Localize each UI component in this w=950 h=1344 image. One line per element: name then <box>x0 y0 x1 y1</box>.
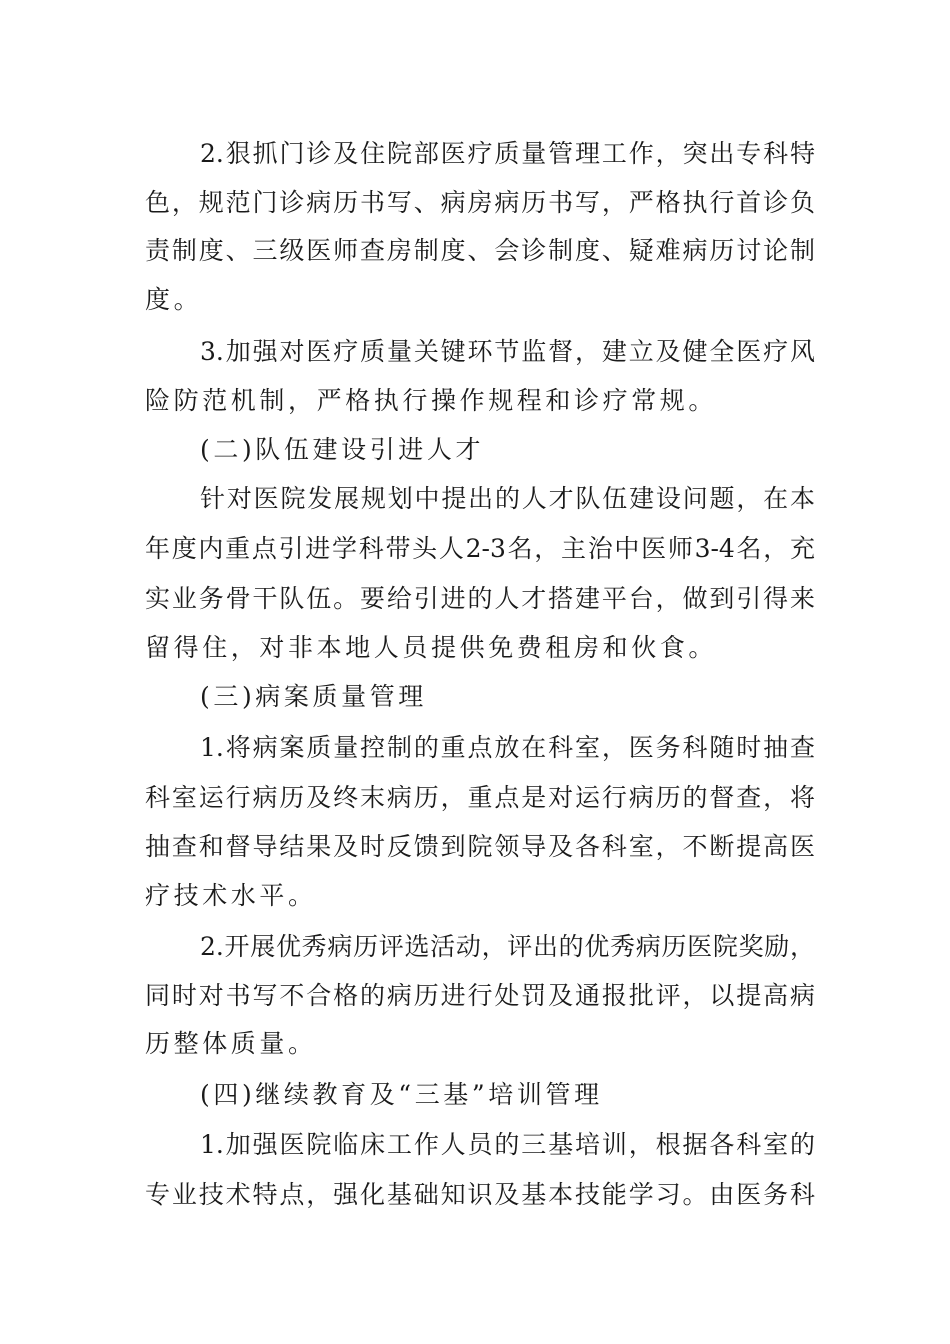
paragraph-line: 专业技术特点，强化基础知识及基本技能学习。由医务科 <box>145 1180 815 1209</box>
paragraph-line: 疗技术水平。 <box>145 881 317 910</box>
paragraph-line: 针对医院发展规划中提出的人才队伍建设问题，在本 <box>200 484 815 513</box>
paragraph-line: 抽查和督导结果及时反馈到院领导及各科室，不断提高医 <box>145 832 815 861</box>
paragraph-line: 年度内重点引进学科带头人2-3名，主治中医师3-4名，充 <box>145 534 815 563</box>
section-heading: (三)病案质量管理 <box>200 682 427 711</box>
paragraph-line: 险防范机制，严格执行操作规程和诊疗常规。 <box>145 386 718 415</box>
paragraph-line: 科室运行病历及终末病历，重点是对运行病历的督查，将 <box>145 783 815 812</box>
section-heading: (二)队伍建设引进人才 <box>200 435 485 464</box>
paragraph-line: 2.开展优秀病历评选活动，评出的优秀病历医院奖励， <box>200 932 815 961</box>
paragraph-line: 1.加强医院临床工作人员的三基培训，根据各科室的 <box>200 1130 815 1159</box>
paragraph-line: 3.加强对医疗质量关键环节监督，建立及健全医疗风 <box>200 337 815 366</box>
paragraph-line: 实业务骨干队伍。要给引进的人才搭建平台，做到引得来 <box>145 584 815 613</box>
paragraph-line: 同时对书写不合格的病历进行处罚及通报批评，以提高病 <box>145 981 815 1010</box>
paragraph-line: 2.狠抓门诊及住院部医疗质量管理工作，突出专科特 <box>200 139 815 168</box>
paragraph-line: 留得住，对非本地人员提供免费租房和伙食。 <box>145 633 718 662</box>
paragraph-line: 度。 <box>145 285 203 314</box>
paragraph-line: 责制度、三级医师查房制度、会诊制度、疑难病历讨论制 <box>145 236 815 265</box>
paragraph-line: 1.将病案质量控制的重点放在科室，医务科随时抽查 <box>200 733 815 762</box>
paragraph-line: 色，规范门诊病历书写、病房病历书写，严格执行首诊负 <box>145 188 815 217</box>
section-heading: (四)继续教育及“三基”培训管理 <box>200 1080 603 1109</box>
paragraph-line: 历整体质量。 <box>145 1029 317 1058</box>
